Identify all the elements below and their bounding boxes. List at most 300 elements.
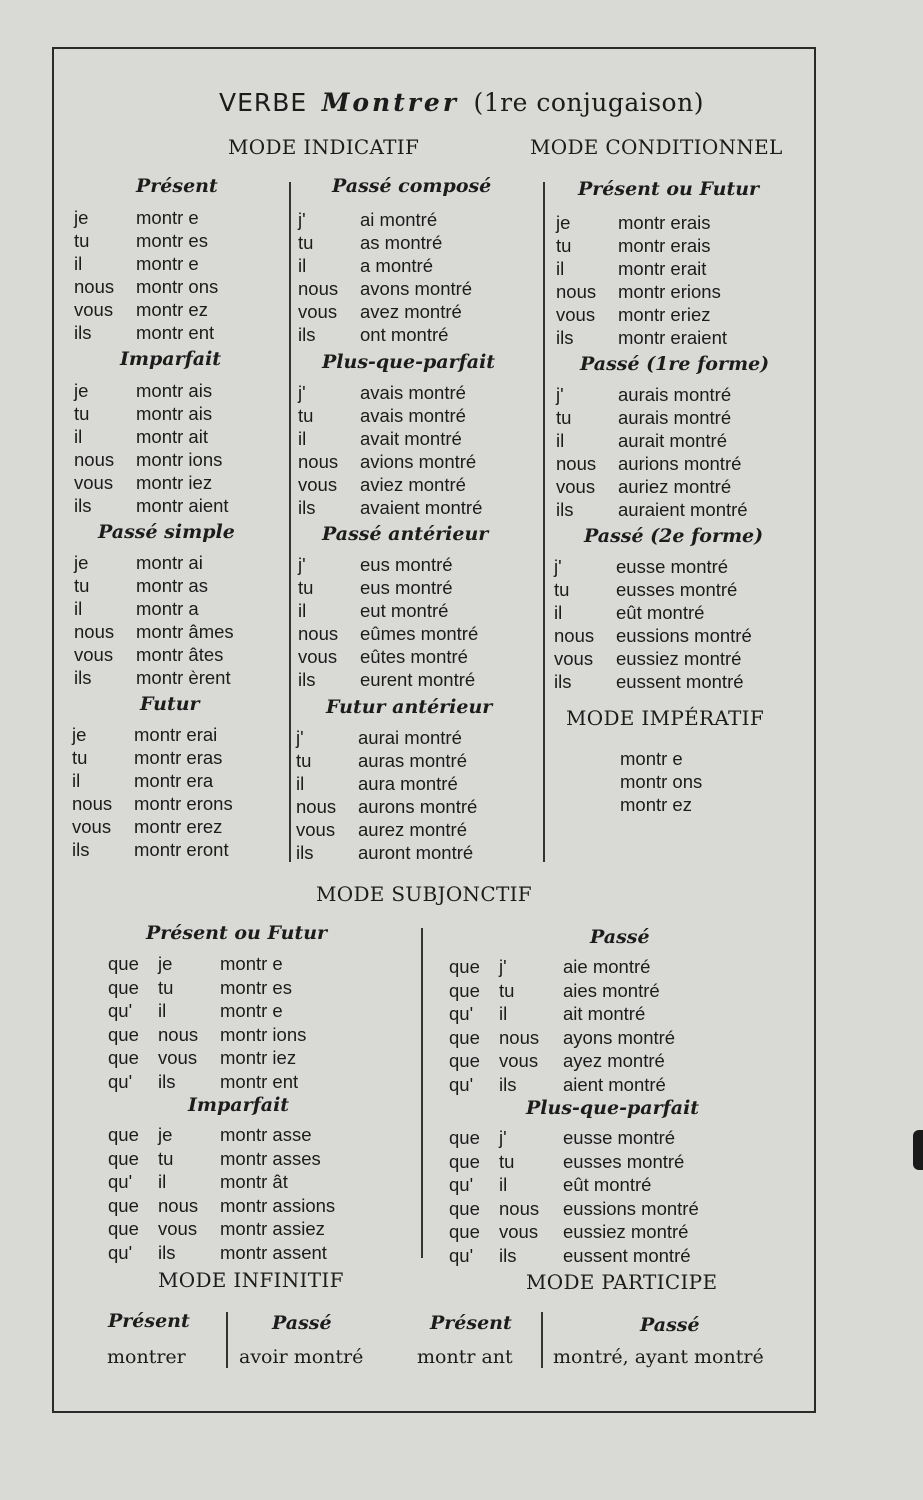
verb-form: montr e (220, 1000, 283, 1021)
title-conjugaison: (1re conjugaison) (473, 88, 704, 117)
conjugation-row (108, 1170, 335, 1194)
verb-form: montr eraient (618, 327, 727, 348)
conj-indicatif-passe-simple (74, 551, 234, 689)
verb-form: montr eriez (618, 304, 711, 325)
verb-form: montr ions (136, 449, 223, 470)
pronoun: il (158, 1000, 167, 1021)
conjugation-row (449, 1002, 675, 1026)
verb-form: montr èrent (136, 667, 231, 688)
conjugation-row (620, 747, 702, 770)
pronoun: j' (499, 956, 507, 977)
infinitif-passe-label: Passé (272, 1312, 332, 1334)
verb-form: aurez montré (358, 819, 467, 840)
conjugation-row (556, 429, 748, 452)
infinitif-present: montrer (107, 1346, 186, 1368)
verb-form: aies montré (563, 979, 660, 1001)
conjugation-row (449, 955, 675, 979)
pronoun: il (158, 1171, 167, 1192)
tense-subjonctif-passe: Passé (590, 926, 650, 948)
tense-conditionnel-passe1: Passé (1re forme) (580, 353, 770, 375)
pronoun: nous (74, 276, 115, 297)
conjunction: que (108, 1047, 139, 1068)
verb-form: montr ons (136, 276, 219, 297)
pronoun: il (298, 255, 307, 276)
pronoun: il (74, 426, 83, 447)
pronoun: nous (499, 1026, 540, 1048)
pronoun: vous (74, 644, 114, 665)
column-divider (543, 182, 545, 862)
verb-form: eurent montré (360, 669, 476, 690)
pronoun: tu (74, 575, 90, 596)
mode-infinitif: MODE INFINITIF (158, 1268, 344, 1292)
verb-form: ayons montré (563, 1026, 676, 1048)
verb-form: avais montré (360, 382, 466, 403)
pronoun: ils (556, 327, 574, 348)
conjunction: que (108, 1218, 139, 1239)
conjugation-row (298, 208, 472, 231)
pronoun: je (158, 953, 173, 974)
verb-form: montr ent (220, 1070, 299, 1092)
verb-form: ai montré (360, 209, 438, 230)
conjugation-row (449, 1244, 699, 1268)
conjugation-row (298, 576, 478, 599)
conjugation-row (620, 770, 702, 793)
pronoun: tu (556, 235, 572, 256)
pronoun: tu (74, 403, 90, 424)
pronoun: ils (74, 667, 92, 688)
pronoun: nous (298, 451, 339, 472)
conjugation-row (74, 574, 234, 597)
verb-form: eusse montré (616, 556, 729, 577)
conjugation-row (296, 795, 477, 818)
conjugation-row (74, 206, 218, 229)
verb-form: eut montré (360, 600, 449, 621)
pronoun: tu (74, 230, 90, 251)
pronoun: tu (554, 579, 570, 600)
verb-form: montr erai (134, 724, 218, 745)
pronoun: tu (556, 407, 572, 428)
conjugation-row (74, 321, 218, 344)
tense-indicatif-futur: Futur (140, 693, 200, 715)
pronoun: ils (554, 671, 572, 692)
verb-form: montr eras (134, 747, 223, 768)
conjugation-row (298, 231, 472, 254)
conjugation-row (556, 475, 748, 498)
verb-form: ayez montré (563, 1050, 665, 1071)
conj-subjonctif-passe (449, 955, 675, 1096)
conj-conditionnel-present (556, 211, 727, 349)
conjunction: qu' (108, 1171, 133, 1192)
pronoun: vous (158, 1218, 198, 1239)
conjugation-row (298, 622, 478, 645)
conjugation-row (74, 425, 229, 448)
pronoun: il (499, 1174, 508, 1195)
conjunction: que (108, 1147, 139, 1169)
conjunction: qu' (449, 1174, 474, 1195)
conjugation-row (298, 277, 472, 300)
pronoun: tu (158, 976, 174, 998)
conjugation-row (298, 473, 482, 496)
verb-form: montr era (134, 770, 214, 791)
participe-passe-label: Passé (640, 1314, 700, 1336)
conjugation-row (108, 1046, 306, 1070)
verb-form: montr erez (134, 816, 223, 837)
pronoun: vous (556, 304, 596, 325)
verb-form: eusses montré (616, 579, 738, 600)
mode-imperatif: MODE IMPÉRATIF (566, 706, 765, 730)
verb-form: montr erait (618, 258, 707, 279)
pronoun: il (298, 600, 307, 621)
conjugation-row (108, 1023, 306, 1047)
page-edge-mark (913, 1130, 923, 1170)
pronoun: vous (74, 299, 114, 320)
conjunction: que (449, 1127, 480, 1148)
conjugation-row (108, 976, 306, 1000)
pronoun: tu (72, 747, 88, 768)
pronoun: nous (296, 796, 337, 817)
tense-conditionnel-present: Présent ou Futur (578, 178, 760, 200)
verb-form: montr âtes (136, 644, 224, 665)
pronoun: ils (298, 497, 316, 518)
pronoun: je (158, 1124, 173, 1145)
conjugation-row (74, 471, 229, 494)
pronoun: nous (158, 1023, 199, 1045)
tense-subjonctif-plus-que-parfait: Plus-que-parfait (526, 1097, 700, 1119)
tense-plus-que-parfait: Plus-que-parfait (322, 351, 496, 373)
conjugation-row (108, 1070, 306, 1094)
pronoun: vous (556, 476, 596, 497)
verb-form: montr ai (136, 552, 203, 573)
verb-form: montr erons (134, 793, 233, 814)
verb-form: avais montré (360, 405, 466, 426)
verb-form: aviez montré (360, 474, 466, 495)
conjugation-row (296, 749, 477, 772)
conjugation-row (449, 1126, 699, 1150)
conjugation-row (298, 599, 478, 622)
conjugation-row (108, 1147, 335, 1171)
verb-form: montr assiez (220, 1218, 325, 1239)
conjugation-row (556, 326, 727, 349)
verb-form: eût montré (616, 602, 705, 623)
conjugation-row (449, 1026, 675, 1050)
conjugation-row (108, 1241, 335, 1265)
conjugation-row (72, 792, 233, 815)
tense-conditionnel-passe2: Passé (2e forme) (584, 525, 764, 547)
verb-form: eussiez montré (616, 648, 742, 669)
participe-present: montr ant (417, 1346, 513, 1368)
conjugation-row (72, 746, 233, 769)
conjugation-row (296, 818, 477, 841)
tense-passe-compose: Passé composé (332, 175, 492, 197)
conjugation-row (298, 300, 472, 323)
conjugation-row (74, 448, 229, 471)
conjunction: que (449, 1221, 480, 1242)
verb-form: montr aient (136, 495, 229, 516)
pronoun: vous (74, 472, 114, 493)
pronoun: il (298, 428, 307, 449)
verb-form: montr asses (220, 1147, 321, 1169)
conjugation-row (554, 578, 752, 601)
pronoun: tu (298, 232, 314, 253)
pronoun: j' (298, 382, 306, 403)
pronoun: il (554, 602, 563, 623)
conjugation-row (74, 643, 234, 666)
pronoun: vous (158, 1047, 198, 1068)
pronoun: vous (554, 648, 594, 669)
verb-form: eussions montré (616, 625, 752, 646)
conjugation-row (298, 254, 472, 277)
conj-passe-compose (298, 208, 472, 346)
verb-form: avaient montré (360, 497, 483, 518)
pronoun: je (556, 212, 571, 233)
pronoun: ils (499, 1073, 517, 1095)
pronoun: je (74, 380, 89, 401)
conjugation-row (72, 723, 233, 746)
pronoun: nous (298, 623, 339, 644)
pronoun: il (74, 253, 83, 274)
conjugation-row (298, 404, 482, 427)
pronoun: nous (74, 449, 115, 470)
mode-indicatif: MODE INDICATIF (228, 135, 420, 159)
pronoun: je (74, 207, 89, 228)
conjugation-row (449, 1220, 699, 1244)
verb-form: montr ent (136, 322, 215, 343)
verb-form: eussiez montré (563, 1221, 689, 1242)
infinitif-present-label: Présent (108, 1310, 190, 1332)
verb-form: montr ais (136, 403, 213, 424)
conjugation-row (298, 553, 478, 576)
participe-present-label: Présent (430, 1312, 512, 1334)
participe-passe: montré, ayant montré (553, 1346, 764, 1368)
conjugation-row (298, 668, 478, 691)
conj-subjonctif-present (108, 952, 306, 1093)
conj-conditionnel-passe2 (554, 555, 752, 693)
verb-form: aurai montré (358, 727, 462, 748)
conjugation-row (72, 815, 233, 838)
conjunction: que (449, 1026, 480, 1048)
conj-futur-anterieur (296, 726, 477, 864)
conjunction: que (449, 979, 480, 1001)
tense-subjonctif-present: Présent ou Futur (146, 922, 328, 944)
verb-form: avait montré (360, 428, 462, 449)
verb-form: eûtes montré (360, 646, 468, 667)
verb-form: montr a (136, 598, 199, 619)
conjugation-row (74, 379, 229, 402)
verb-form: eus montré (360, 554, 453, 575)
conjugation-row (449, 1049, 675, 1073)
conj-subjonctif-plus-que-parfait (449, 1126, 699, 1267)
pronoun: nous (72, 793, 113, 814)
verb-form: aie montré (563, 956, 651, 977)
conjugation-row (74, 494, 229, 517)
pronoun: vous (499, 1221, 539, 1242)
verb-form: montr âmes (136, 621, 234, 642)
pronoun: je (74, 552, 89, 573)
verb-form: montr e (136, 253, 199, 274)
pronoun: il (556, 258, 565, 279)
pronoun: tu (296, 750, 312, 771)
verb-form: montr eront (134, 839, 229, 860)
conjugation-row (298, 450, 482, 473)
conjugation-row (108, 999, 306, 1023)
pronoun: j' (554, 556, 562, 577)
conjunction: que (108, 1023, 139, 1045)
verb-form: montr ais (136, 380, 213, 401)
verb-form: montr ions (220, 1023, 307, 1045)
conjugation-row (298, 645, 478, 668)
conjugation-row (449, 979, 675, 1003)
verb-form: montr asse (220, 1124, 312, 1145)
conjugation-row (108, 1194, 335, 1218)
verb-form: a montré (360, 255, 434, 276)
pronoun: ils (74, 495, 92, 516)
conjugation-row (556, 257, 727, 280)
title-verb-name: Montrer (321, 88, 460, 117)
conjugation-row (74, 620, 234, 643)
conjugation-row (298, 323, 472, 346)
pronoun: ils (158, 1070, 176, 1092)
verb-form: auriez montré (618, 476, 732, 497)
conjugation-row (108, 952, 306, 976)
pronoun: tu (298, 405, 314, 426)
conjugation-row (74, 229, 218, 252)
verb-form: auront montré (358, 842, 474, 863)
conjugation-row (298, 381, 482, 404)
verb-form: montr iez (136, 472, 213, 493)
tense-passe-anterieur: Passé antérieur (322, 523, 489, 545)
conjugation-row (556, 498, 748, 521)
conjugation-row (556, 280, 727, 303)
pronoun: nous (556, 453, 597, 474)
conjugation-row (554, 555, 752, 578)
conjugation-row (298, 496, 482, 519)
verb-form: aient montré (563, 1073, 666, 1095)
verb-form: eusses montré (563, 1150, 685, 1172)
conjugation-row (554, 670, 752, 693)
verb-form: avions montré (360, 451, 477, 472)
verb-form: montr e (620, 748, 683, 769)
conjugation-row (449, 1073, 675, 1097)
tense-indicatif-passe-simple: Passé simple (98, 521, 235, 543)
verb-form: montr ez (620, 794, 692, 815)
infinitif-passe: avoir montré (239, 1346, 364, 1368)
verb-form: montr iez (220, 1047, 297, 1068)
conjugation-row (554, 624, 752, 647)
pronoun: nous (554, 625, 595, 646)
conjugation-row (296, 772, 477, 795)
mode-subjonctif: MODE SUBJONCTIF (316, 882, 532, 906)
conjugation-row (108, 1217, 335, 1241)
pronoun: j' (499, 1127, 507, 1148)
conjugation-row (554, 601, 752, 624)
conjugation-row (74, 275, 218, 298)
conjunction: que (449, 1197, 480, 1219)
conjugation-row (72, 769, 233, 792)
tense-futur-anterieur: Futur antérieur (326, 696, 493, 718)
verb-form: aurait montré (618, 430, 727, 451)
conjugation-row (449, 1197, 699, 1221)
tense-indicatif-present: Présent (136, 175, 218, 197)
verb-form: avez montré (360, 301, 462, 322)
pronoun: vous (298, 646, 338, 667)
conjugation-row (74, 402, 229, 425)
page-title (0, 88, 923, 117)
conjugation-row (556, 406, 748, 429)
conjugation-row (449, 1150, 699, 1174)
pronoun: ils (158, 1241, 176, 1263)
conj-passe-anterieur (298, 553, 478, 691)
conjunction: que (108, 976, 139, 998)
verb-form: eussent montré (563, 1244, 691, 1266)
conjunction: qu' (108, 1070, 133, 1092)
verb-form: montr erions (618, 281, 721, 302)
verb-form: eusse montré (563, 1127, 676, 1148)
pronoun: nous (556, 281, 597, 302)
verb-form: aurons montré (358, 796, 478, 817)
pronoun: ils (298, 324, 316, 345)
conjugation-row (72, 838, 233, 861)
conjunction: qu' (449, 1244, 474, 1266)
pronoun: nous (74, 621, 115, 642)
conjunction: qu' (108, 1241, 133, 1263)
conjunction: que (449, 1050, 480, 1071)
tense-indicatif-imparfait: Imparfait (120, 348, 222, 370)
conjugation-row (74, 666, 234, 689)
column-divider (289, 182, 291, 862)
pronoun: vous (499, 1050, 539, 1071)
pronoun: ils (298, 669, 316, 690)
verb-form: eûmes montré (360, 623, 479, 644)
conjugation-row (74, 252, 218, 275)
conjugation-row (74, 551, 234, 574)
conjunction: que (108, 1124, 139, 1145)
conjugation-row (556, 452, 748, 475)
conj-conditionnel-passe1 (556, 383, 748, 521)
pronoun: vous (298, 474, 338, 495)
conjugation-row (74, 597, 234, 620)
verb-form: montr erais (618, 212, 711, 233)
pronoun: il (72, 770, 81, 791)
verb-form: eût montré (563, 1174, 652, 1195)
conj-indicatif-imparfait (74, 379, 229, 517)
conjugation-row (620, 793, 702, 816)
pronoun: tu (298, 577, 314, 598)
pronoun: ils (296, 842, 314, 863)
pronoun: ils (74, 322, 92, 343)
conj-indicatif-futur (72, 723, 233, 861)
verb-form: montr as (136, 575, 208, 596)
pronoun: il (556, 430, 565, 451)
conjunction: qu' (108, 1000, 133, 1021)
pronoun: j' (298, 209, 306, 230)
column-divider (541, 1312, 543, 1368)
conjugation-row (296, 841, 477, 864)
verb-form: montr ait (136, 426, 208, 447)
pronoun: tu (158, 1147, 174, 1169)
pronoun: vous (298, 301, 338, 322)
conjugation-row (108, 1123, 335, 1147)
verb-form: as montré (360, 232, 443, 253)
conjugation-row (296, 726, 477, 749)
conjugation-row (556, 383, 748, 406)
pronoun: ils (72, 839, 90, 860)
pronoun: il (74, 598, 83, 619)
conjugation-row (554, 647, 752, 670)
pronoun: tu (499, 1150, 515, 1172)
verb-form: montr assent (220, 1241, 327, 1263)
pronoun: j' (296, 727, 304, 748)
conjugation-row (74, 298, 218, 321)
